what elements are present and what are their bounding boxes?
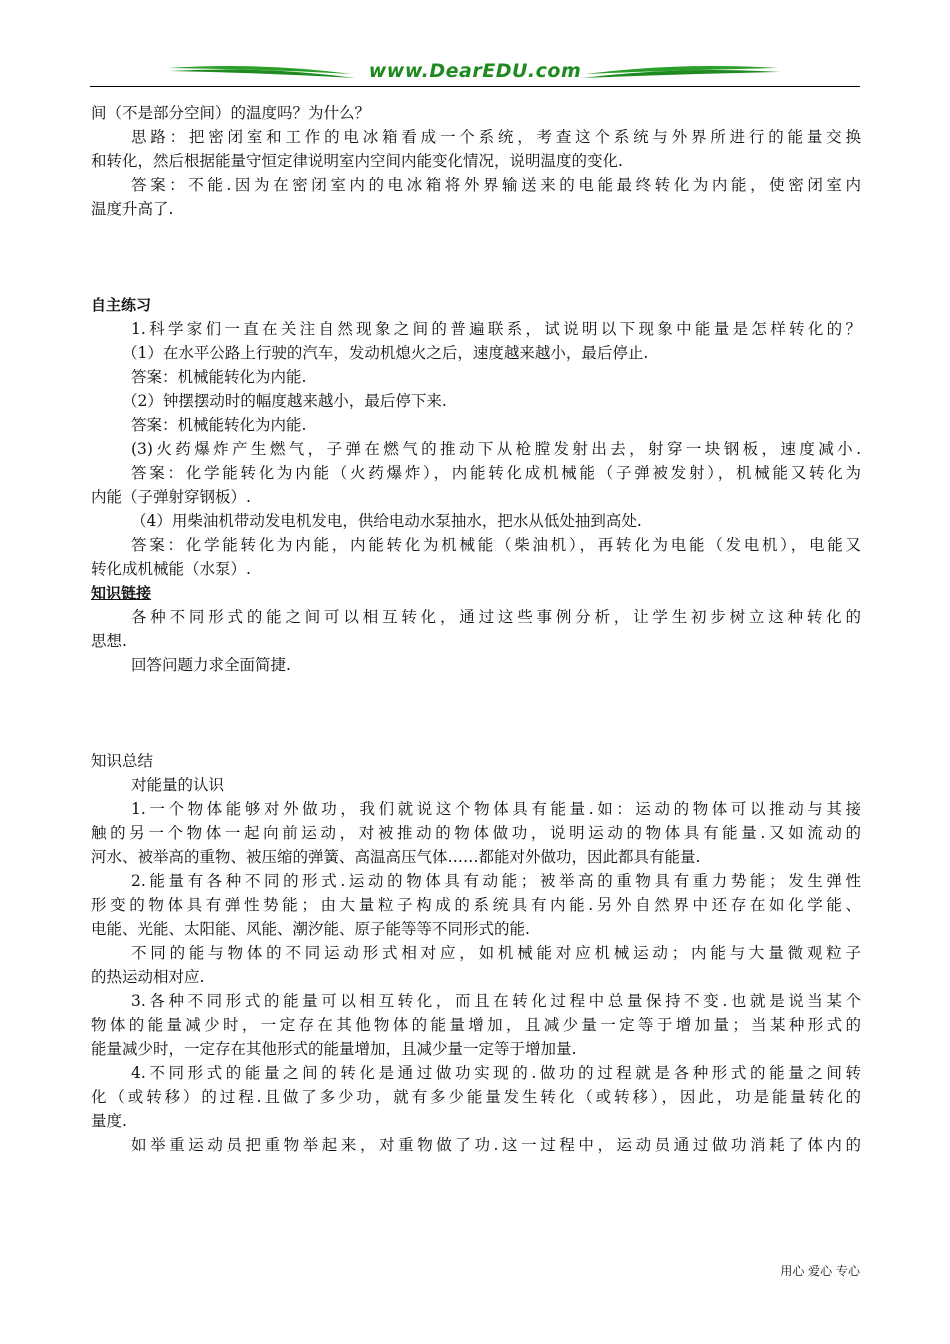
- paragraph-line: 各种不同形式的能之间可以相互转化，通过这些事例分析，让学生初步树立这种转化的: [131, 608, 861, 626]
- paragraph-line: （4）用柴油机带动发电机发电，供给电动水泵抽水，把水从低处抽到高处.: [131, 512, 642, 530]
- header-rule: [90, 86, 860, 87]
- paragraph-line: 答案：化学能转化为内能，内能转化为机械能（柴油机），再转化为电能（发电机），电能又: [131, 536, 861, 554]
- paragraph-line: 能量减少时，一定存在其他形式的能量增加，且减少量一定等于增加量.: [91, 1040, 577, 1058]
- paragraph-line: 答案：化学能转化为内能（火药爆炸），内能转化成机械能（子弹被发射），机械能又转化为: [131, 464, 861, 482]
- paragraph-line: 温度升高了.: [91, 200, 174, 218]
- paragraph-line: 3.各种不同形式的能量可以相互转化，而且在转化过程中总量保持不变.也就是说当某个: [131, 992, 861, 1010]
- paragraph-line: 电能、光能、太阳能、风能、潮汐能、原子能等等不同形式的能.: [91, 920, 530, 938]
- paragraph-line: (3)火药爆炸产生燃气，子弹在燃气的推动下从枪膛发射出去，射穿一块钢板，速度减小.: [131, 440, 861, 458]
- document-body: [91, 101, 861, 1157]
- paragraph-line: 的热运动相对应.: [91, 968, 205, 986]
- paragraph-line: 内能（子弹射穿钢板）.: [91, 488, 251, 506]
- paragraph-line: 4.不同形式的能量之间的转化是通过做功实现的.做功的过程就是各种形式的能量之间转: [131, 1064, 861, 1082]
- section-heading: 自主练习: [91, 296, 152, 314]
- paragraph-line: 量度.: [91, 1112, 127, 1130]
- paragraph-line: 间（不是部分空间）的温度吗？为什么？: [91, 104, 371, 122]
- paragraph-line: 答案：机械能转化为内能.: [131, 368, 307, 386]
- paragraph-line: 和转化，然后根据能量守恒定律说明室内空间内能变化情况，说明温度的变化.: [91, 152, 623, 170]
- paragraph-line: 物体的能量减少时，一定存在其他物体的能量增加，且减少量一定等于增加量；当某种形式的: [91, 1016, 861, 1034]
- page-footer: 用心 爱心 专心: [780, 1264, 860, 1278]
- paragraph-line: 答案：不能.因为在密闭室内的电冰箱将外界输送来的电能最终转化为内能，使密闭室内: [131, 176, 861, 194]
- page-header: [90, 58, 860, 90]
- paragraph-line: 回答问题力求全面简捷.: [131, 656, 291, 674]
- paragraph-line: 如举重运动员把重物举起来，对重物做了功.这一过程中，运动员通过做功消耗了体内的: [131, 1136, 861, 1154]
- paragraph-line: 2.能量有各种不同的形式.运动的物体具有动能；被举高的重物具有重力势能；发生弹性: [131, 872, 861, 890]
- paragraph-line: （2）钟摆摆动时的幅度越来越小，最后停下来.: [122, 392, 447, 410]
- section-heading: 知识链接: [91, 584, 152, 602]
- paragraph-line: 不同的能与物体的不同运动形式相对应，如机械能对应机械运动；内能与大量微观粒子: [131, 944, 861, 962]
- paragraph-line: 河水、被举高的重物、被压缩的弹簧、高温高压气体……都能对外做功，因此都具有能量.: [91, 848, 701, 866]
- paragraph-line: （1）在水平公路上行驶的汽车，发动机熄火之后，速度越来越小，最后停止.: [122, 344, 649, 362]
- section-heading: 知识总结: [91, 752, 154, 770]
- site-logo[interactable]: www.DearEDU.com: [368, 60, 582, 82]
- paragraph-line: 1.科学家们一直在关注自然现象之间的普遍联系，试说明以下现象中能量是怎样转化的？: [131, 320, 861, 338]
- paragraph-line: 触的另一个物体一起向前运动，对被推动的物体做功，说明运动的物体具有能量.又如流动的: [91, 824, 861, 842]
- paragraph-line: 化（或转移）的过程.且做了多少功，就有多少能量发生转化（或转移），因此，功是能量转化的: [91, 1088, 861, 1106]
- paragraph-line: 思想.: [91, 632, 127, 650]
- paragraph-line: 转化成机械能（水泵）.: [91, 560, 251, 578]
- subsection-title: 对能量的认识: [131, 776, 225, 794]
- paragraph-line: 思路：把密闭室和工作的电冰箱看成一个系统，考查这个系统与外界所进行的能量交换: [131, 128, 861, 146]
- paragraph-line: 1.一个物体能够对外做功，我们就说这个物体具有能量.如：运动的物体可以推动与其接: [131, 800, 861, 818]
- paragraph-line: 形变的物体具有弹性势能；由大量粒子构成的系统具有内能.另外自然界中还存在如化学能、: [91, 896, 861, 914]
- paragraph-line: 答案：机械能转化为内能.: [131, 416, 307, 434]
